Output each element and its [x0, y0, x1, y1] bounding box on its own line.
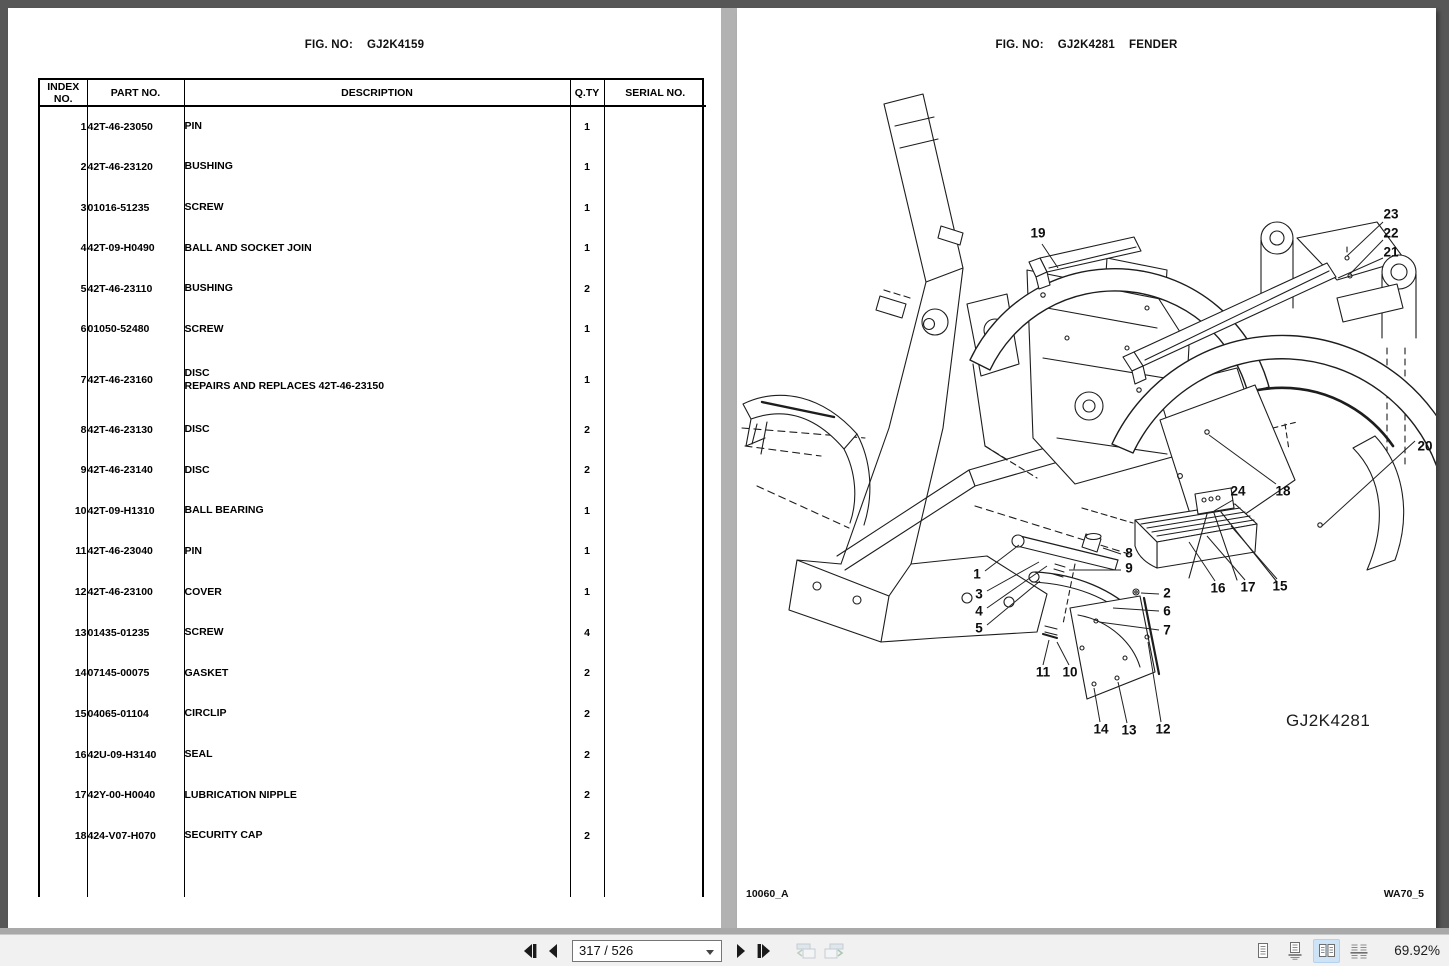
cell-index: 9 — [40, 450, 87, 491]
diagram-code-label: 10060_A — [746, 888, 789, 900]
cell-part-no: 01435-01235 — [87, 612, 184, 653]
cell-part-no: 42U-09-H3140 — [87, 734, 184, 775]
cell-index: 15 — [40, 694, 87, 735]
facing-pages-icon — [1318, 942, 1336, 960]
cell-description: BALL AND SOCKET JOIN — [184, 228, 570, 269]
svg-text:15: 15 — [1272, 578, 1288, 594]
cell-description: SEAL — [184, 734, 570, 775]
cell-index: 11 — [40, 531, 87, 572]
next-page-button[interactable] — [728, 938, 752, 963]
table-row — [40, 572, 706, 613]
cell-description: DISC — [184, 450, 570, 491]
left-page-title — [8, 39, 721, 51]
cell-qty: 1 — [570, 531, 604, 572]
cell-description: LUBRICATION NIPPLE — [184, 775, 570, 816]
col-header-serial: SERIAL NO. — [604, 80, 706, 106]
last-page-icon — [753, 940, 775, 962]
cell-qty: 2 — [570, 450, 604, 491]
page-number-value: 317 / 526 — [579, 943, 634, 958]
table-row — [40, 734, 706, 775]
table-row — [40, 228, 706, 269]
table-row — [40, 409, 706, 450]
table-filler-row — [40, 856, 706, 897]
previous-page-icon — [543, 940, 565, 962]
cell-serial — [604, 269, 706, 310]
cell-qty: 2 — [570, 694, 604, 735]
zoom-level-label: 69.92% — [1394, 943, 1440, 958]
cell-index: 1 — [40, 106, 87, 147]
cell-part-no: 07145-00075 — [87, 653, 184, 694]
cell-description: SCREW — [184, 612, 570, 653]
pdf-page-fender-diagram — [737, 8, 1436, 928]
fig-number: GJ2K4159 — [367, 39, 425, 51]
cell-part-no: 42T-46-23040 — [87, 531, 184, 572]
svg-text:19: 19 — [1030, 225, 1046, 241]
col-header-part: PART NO. — [87, 80, 184, 106]
cell-description: CIRCLIP — [184, 694, 570, 735]
parts-table — [38, 78, 704, 897]
svg-text:6: 6 — [1163, 603, 1171, 619]
facing-continuous-icon — [1350, 942, 1368, 960]
drawing-id-label: GJ2K4281 — [1286, 711, 1371, 730]
cell-description: GASKET — [184, 653, 570, 694]
cell-qty: 4 — [570, 612, 604, 653]
facing-continuous-layout-button[interactable] — [1345, 939, 1372, 963]
cell-serial — [604, 147, 706, 188]
table-row — [40, 612, 706, 653]
next-view-icon — [822, 941, 846, 961]
cell-qty: 2 — [570, 409, 604, 450]
single-page-layout-button[interactable] — [1249, 939, 1276, 963]
table-row — [40, 187, 706, 228]
cell-serial — [604, 531, 706, 572]
cell-index: 14 — [40, 653, 87, 694]
cell-part-no: 42T-46-23110 — [87, 269, 184, 310]
cell-serial — [604, 775, 706, 816]
cell-qty: 1 — [570, 106, 604, 147]
table-row — [40, 491, 706, 532]
cell-part-no: 42T-46-23160 — [87, 350, 184, 410]
col-header-description: DESCRIPTION — [184, 80, 570, 106]
cell-serial — [604, 491, 706, 532]
cell-part-no: 01016-51235 — [87, 187, 184, 228]
cell-part-no: 42T-09-H1310 — [87, 491, 184, 532]
next-page-icon — [729, 940, 751, 962]
svg-text:8: 8 — [1125, 545, 1133, 561]
cell-serial — [604, 450, 706, 491]
previous-view-icon — [794, 941, 818, 961]
pdf-page-parts-list — [8, 8, 721, 928]
svg-text:24: 24 — [1230, 483, 1246, 499]
svg-text:1: 1 — [973, 566, 981, 582]
cell-qty: 1 — [570, 491, 604, 532]
cell-description: COVER — [184, 572, 570, 613]
cell-part-no: 04065-01104 — [87, 694, 184, 735]
cell-description: SCREW — [184, 187, 570, 228]
cell-qty: 1 — [570, 309, 604, 350]
last-page-button[interactable] — [752, 938, 776, 963]
svg-text:20: 20 — [1417, 438, 1433, 454]
previous-page-button[interactable] — [542, 938, 566, 963]
svg-text:18: 18 — [1275, 483, 1291, 499]
svg-text:13: 13 — [1121, 722, 1137, 738]
cell-part-no: 01050-52480 — [87, 309, 184, 350]
page-navigation — [518, 938, 848, 963]
table-row — [40, 653, 706, 694]
table-row — [40, 816, 706, 857]
cell-serial — [604, 694, 706, 735]
cell-serial — [604, 309, 706, 350]
cell-qty: 1 — [570, 572, 604, 613]
svg-text:9: 9 — [1125, 560, 1133, 576]
fender-exploded-diagram — [737, 8, 1436, 928]
cell-description: DISC REPAIRS AND REPLACES 42T-46-23150 — [184, 350, 570, 410]
chevron-down-icon — [706, 950, 714, 955]
continuous-page-icon — [1286, 942, 1304, 960]
next-view-button[interactable] — [820, 938, 848, 963]
table-row — [40, 450, 706, 491]
cell-serial — [604, 228, 706, 269]
page-layout-controls — [1249, 939, 1372, 963]
cell-part-no: 424-V07-H070 — [87, 816, 184, 857]
table-row — [40, 309, 706, 350]
cell-description: DISC — [184, 409, 570, 450]
cell-part-no: 42T-46-23130 — [87, 409, 184, 450]
status-toolbar — [0, 934, 1449, 966]
svg-text:3: 3 — [975, 586, 983, 602]
cell-index: 10 — [40, 491, 87, 532]
svg-text:14: 14 — [1093, 721, 1109, 737]
cell-qty: 2 — [570, 816, 604, 857]
table-row — [40, 350, 706, 410]
fig-label: FIG. NO: — [304, 39, 353, 51]
cell-serial — [604, 612, 706, 653]
table-header-row — [40, 80, 706, 106]
fig-number: GJ2K4281 — [1057, 39, 1115, 51]
svg-text:23: 23 — [1383, 206, 1399, 222]
cell-index: 18 — [40, 816, 87, 857]
cell-description: SCREW — [184, 309, 570, 350]
cell-serial — [604, 187, 706, 228]
cell-serial — [604, 816, 706, 857]
cell-index: 6 — [40, 309, 87, 350]
cell-qty: 2 — [570, 269, 604, 310]
cell-qty: 2 — [570, 734, 604, 775]
cell-part-no: 42Y-00-H0040 — [87, 775, 184, 816]
cell-qty: 1 — [570, 147, 604, 188]
cell-part-no: 42T-09-H0490 — [87, 228, 184, 269]
table-row — [40, 775, 706, 816]
svg-text:22: 22 — [1383, 225, 1399, 241]
svg-text:5: 5 — [975, 620, 983, 636]
cell-serial — [604, 572, 706, 613]
page-number-combobox[interactable] — [572, 940, 722, 962]
cell-qty: 1 — [570, 228, 604, 269]
cell-serial — [604, 106, 706, 147]
cell-description: BUSHING — [184, 147, 570, 188]
cell-part-no: 42T-46-23120 — [87, 147, 184, 188]
col-header-qty: Q.TY — [570, 80, 604, 106]
cell-serial — [604, 653, 706, 694]
cell-part-no: 42T-46-23140 — [87, 450, 184, 491]
table-row — [40, 694, 706, 735]
table-row — [40, 147, 706, 188]
svg-text:7: 7 — [1163, 622, 1171, 638]
svg-text:12: 12 — [1155, 721, 1171, 737]
cell-index: 12 — [40, 572, 87, 613]
svg-text:21: 21 — [1383, 244, 1399, 260]
cell-description: BALL BEARING — [184, 491, 570, 532]
cell-index: 8 — [40, 409, 87, 450]
cell-index: 5 — [40, 269, 87, 310]
continuous-layout-button[interactable] — [1281, 939, 1308, 963]
facing-pages-layout-button[interactable] — [1313, 939, 1340, 963]
cell-qty: 2 — [570, 775, 604, 816]
cell-index: 13 — [40, 612, 87, 653]
col-header-index: INDEX NO. — [40, 80, 87, 106]
first-page-icon — [519, 940, 541, 962]
cell-index: 17 — [40, 775, 87, 816]
page-separator — [721, 8, 737, 928]
table-row — [40, 106, 706, 147]
cell-index: 16 — [40, 734, 87, 775]
cell-serial — [604, 409, 706, 450]
cell-index: 4 — [40, 228, 87, 269]
fig-label: FIG. NO: — [995, 39, 1044, 51]
previous-view-button[interactable] — [792, 938, 820, 963]
cell-description: PIN — [184, 531, 570, 572]
table-row — [40, 269, 706, 310]
svg-text:10: 10 — [1062, 664, 1078, 680]
table-row — [40, 531, 706, 572]
svg-text:4: 4 — [975, 603, 983, 619]
cell-description: SECURITY CAP — [184, 816, 570, 857]
cell-description: BUSHING — [184, 269, 570, 310]
svg-text:11: 11 — [1035, 664, 1051, 680]
model-code-label: WA70_5 — [1383, 888, 1424, 900]
single-page-icon — [1254, 942, 1272, 960]
svg-text:17: 17 — [1240, 579, 1256, 595]
cell-index: 2 — [40, 147, 87, 188]
cell-qty: 1 — [570, 187, 604, 228]
cell-part-no: 42T-46-23050 — [87, 106, 184, 147]
cell-index: 7 — [40, 350, 87, 410]
cell-qty: 1 — [570, 350, 604, 410]
svg-text:2: 2 — [1163, 585, 1171, 601]
svg-text:16: 16 — [1210, 580, 1226, 596]
view-history — [792, 938, 848, 963]
first-page-button[interactable] — [518, 938, 542, 963]
fig-title-text: FENDER — [1129, 39, 1178, 51]
cell-serial — [604, 734, 706, 775]
cell-serial — [604, 350, 706, 410]
cell-part-no: 42T-46-23100 — [87, 572, 184, 613]
cell-qty: 2 — [570, 653, 604, 694]
cell-index: 3 — [40, 187, 87, 228]
cell-description: PIN — [184, 106, 570, 147]
